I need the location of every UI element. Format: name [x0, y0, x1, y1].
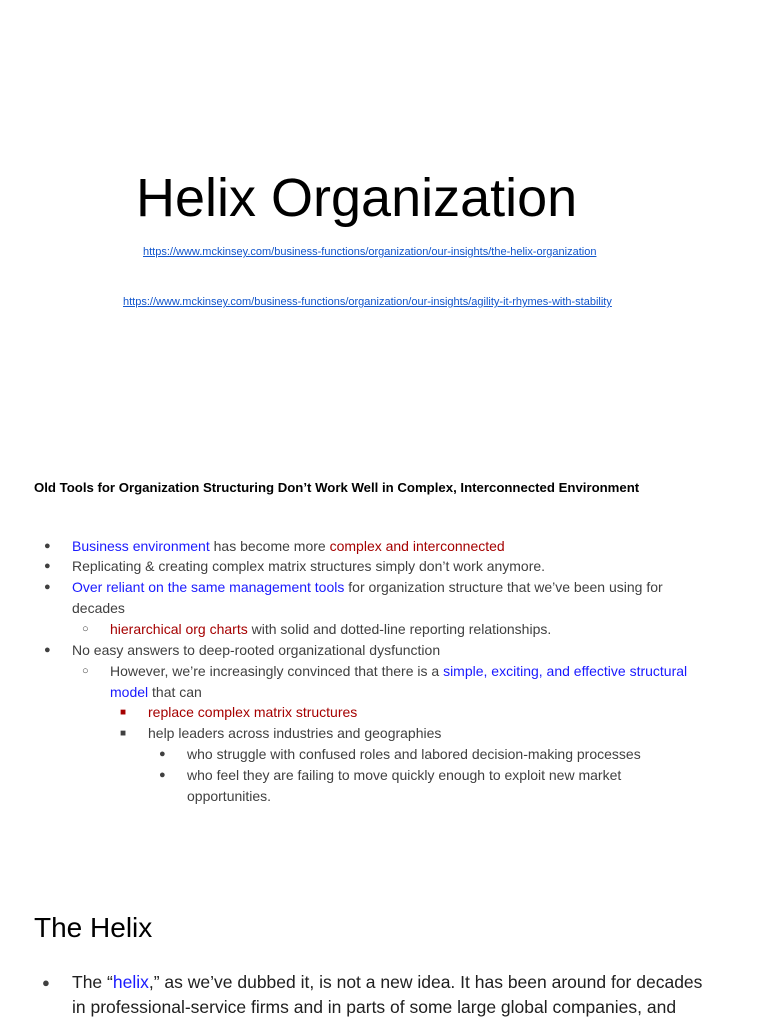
bullet-text: that can	[148, 684, 202, 700]
list-item-continuation	[110, 682, 202, 703]
bullet-text: However, we’re increasingly convinced that there is a	[110, 663, 444, 679]
list-item	[159, 744, 641, 765]
list-item-continuation: opportunities.	[187, 788, 272, 804]
list-item-continuation: in professional-service firms and in parts of some large global companies, and	[72, 997, 677, 1017]
bullet-text: ,” as we’ve dubbed it, is not a new idea. It has been around for decades	[148, 972, 703, 992]
list-item	[120, 702, 358, 723]
list-item	[44, 536, 505, 557]
bullet-disc: ●	[42, 975, 50, 990]
bullet-text: Replicating & creating complex matrix structures simply don’t work anymore.	[72, 558, 546, 574]
bullet-circle: ○	[82, 623, 89, 635]
bullet-text-highlight: helix	[112, 972, 149, 992]
bullet-text-highlight: hierarchical org charts	[110, 621, 248, 637]
bullet-text-highlight: simple, exciting, and effective structural	[443, 663, 688, 679]
bullet-text: for organization structure that we’ve been using for	[344, 579, 663, 595]
bullet-square: ■	[120, 728, 127, 739]
bullet-disc: ●	[44, 540, 51, 552]
list-item	[120, 723, 442, 744]
agility-stability-link[interactable]: https://www.mckinsey.com/business-functions/organization/our-insights/agility-it-rhymes-with-stability	[123, 296, 612, 308]
bullet-disc: ●	[44, 560, 51, 572]
section-heading-the-helix: The Helix	[34, 912, 153, 943]
bullet-disc: ●	[44, 581, 51, 593]
bullet-text: who struggle with confused roles and labored decision-making processes	[187, 746, 641, 762]
helix-organization-link[interactable]: https://www.mckinsey.com/business-functions/organization/our-insights/the-helix-organization	[143, 246, 597, 258]
bullet-text: with solid and dotted-line reporting relationships.	[247, 621, 552, 637]
list-item	[44, 577, 663, 598]
list-item	[82, 619, 552, 640]
list-item	[44, 556, 546, 577]
bullet-text-highlight: model	[110, 684, 149, 700]
bullet-text: has become more	[209, 538, 330, 554]
list-item-continuation: decades	[72, 600, 125, 616]
bullet-disc: ●	[44, 644, 51, 656]
bullet-disc: ●	[159, 769, 166, 781]
bullet-text-highlight: complex and interconnected	[329, 538, 505, 554]
list-item	[42, 970, 703, 995]
section-heading-old-tools: Old Tools for Organization Structuring Don’t Work Well in Complex, Interconnected Environment	[34, 480, 640, 495]
bullet-text: who feel they are failing to move quickly enough to exploit new market	[187, 767, 622, 783]
bullet-text-highlight: Over reliant on the same management tools	[72, 579, 345, 595]
bullet-square: ■	[120, 707, 127, 718]
list-item	[82, 661, 688, 682]
bullet-text: help leaders across industries and geographies	[148, 725, 442, 741]
bullet-disc: ●	[159, 748, 166, 760]
bullet-text: No easy answers to deep-rooted organizational dysfunction	[72, 642, 441, 658]
bullet-text: The “	[72, 972, 113, 992]
list-item	[44, 640, 441, 661]
bullet-text-highlight: replace complex matrix structures	[148, 704, 358, 720]
list-item	[159, 765, 622, 786]
bullet-circle: ○	[82, 665, 89, 677]
bullet-text-highlight: Business environment	[72, 538, 210, 554]
page-title: Helix Organization	[136, 168, 578, 228]
